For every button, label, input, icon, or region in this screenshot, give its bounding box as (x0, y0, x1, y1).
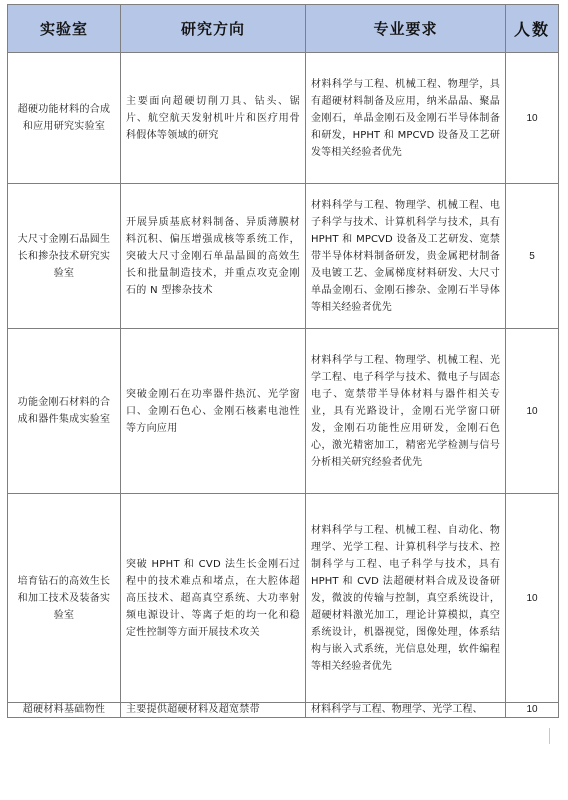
requirements: 材料科学与工程、机械工程、自动化、物理学、光学工程、计算机科学与技术、控制科学与工程、电子科学与技术，具有 HPHT 和 CVD 法超硬材料合成及设备研发，微波的传输与控制，真空系统设计，超硬材料激光加工，理论计算模拟，真空系统设计，机器视觉，图像处理，体系结构与嵌入式系统，光信息处理，软件编程等相关经验者优先 (306, 494, 506, 703)
lab-name-text: 超硬材料基础物性 (22, 704, 106, 715)
headcount-text: 10 (526, 704, 538, 715)
table-header-row (8, 5, 559, 53)
headcount: 5 (506, 184, 559, 329)
headcount (506, 703, 559, 718)
table-row (8, 703, 559, 718)
table-row (8, 184, 559, 329)
research-direction: 主要面向超硬切削刀具、钻头、锯片、航空航天发射机叶片和医疗用骨科假体等领域的研究 (121, 53, 306, 184)
requirements-text: 材料科学与工程、物理学、光学工程、 (311, 704, 483, 715)
requirements (306, 703, 506, 718)
header-research-direction: 研究方向 (121, 5, 306, 53)
lab-name: 超硬功能材料的合成和应用研究实验室 (8, 53, 121, 184)
table-row (8, 494, 559, 703)
research-direction: 开展异质基底材料制备、异质薄膜材料沉积、偏压增强成核等系统工作，突破大尺寸金刚石单晶晶圆的高效生长和批量制造技术，并重点攻克金刚石的 N 型掺杂技术 (121, 184, 306, 329)
headcount: 10 (506, 494, 559, 703)
requirements: 材料科学与工程、物理学、机械工程、光学工程、电子科学与技术、微电子与固态电子、宽禁带半导体材料与器件相关专业，具有光路设计，金刚石光学窗口研发，金刚石功能性应用研发，金刚石色心，激光精密加工，精密光学检测与信号分析相关研究经验者优先 (306, 329, 506, 494)
lab-name (8, 703, 121, 718)
table-row (8, 329, 559, 494)
research-direction (121, 703, 306, 718)
header-lab: 实验室 (8, 5, 121, 53)
lab-name: 大尺寸金刚石晶圆生长和掺杂技术研究实验室 (8, 184, 121, 329)
lab-recruitment-table (7, 4, 559, 718)
requirements: 材料科学与工程、物理学、机械工程、电子科学与技术、计算机科学与技术，具有 HPHT 和 MPCVD 设备及工艺研发、宽禁带半导体材料制备研发，贵金属耙材制备及电镀工艺、金属梯度材料研发、大尺寸单晶金刚石、金刚石掺杂、金刚石半导体等相关经验者优先 (306, 184, 506, 329)
headcount: 10 (506, 53, 559, 184)
lab-name: 功能金刚石材料的合成和器件集成实验室 (8, 329, 121, 494)
lab-name: 培育钻石的高效生长和加工技术及装备实验室 (8, 494, 121, 703)
text-cursor-mark (549, 728, 550, 744)
research-direction: 突破 HPHT 和 CVD 法生长金刚石过程中的技术难点和堵点，在大腔体超高压技术、超高真空系统、大功率射频电源设计、等离子炬的均一化和稳定性控制等方面开展技术攻关 (121, 494, 306, 703)
table-row (8, 53, 559, 184)
headcount: 10 (506, 329, 559, 494)
header-requirements: 专业要求 (306, 5, 506, 53)
requirements: 材料科学与工程、机械工程、物理学，具有超硬材料制备及应用，纳米晶晶、聚晶金刚石，单晶金刚石及金刚石半导体制备和研发，HPHT 和 MPCVD 设备及工艺研发等相关经验者优先 (306, 53, 506, 184)
header-count: 人数 (506, 5, 559, 53)
research-direction-text: 主要提供超硬材料及超宽禁带 (126, 704, 260, 715)
research-direction: 突破金刚石在功率器件热沉、光学窗口、金刚石色心、金刚石核素电池性等方向应用 (121, 329, 306, 494)
